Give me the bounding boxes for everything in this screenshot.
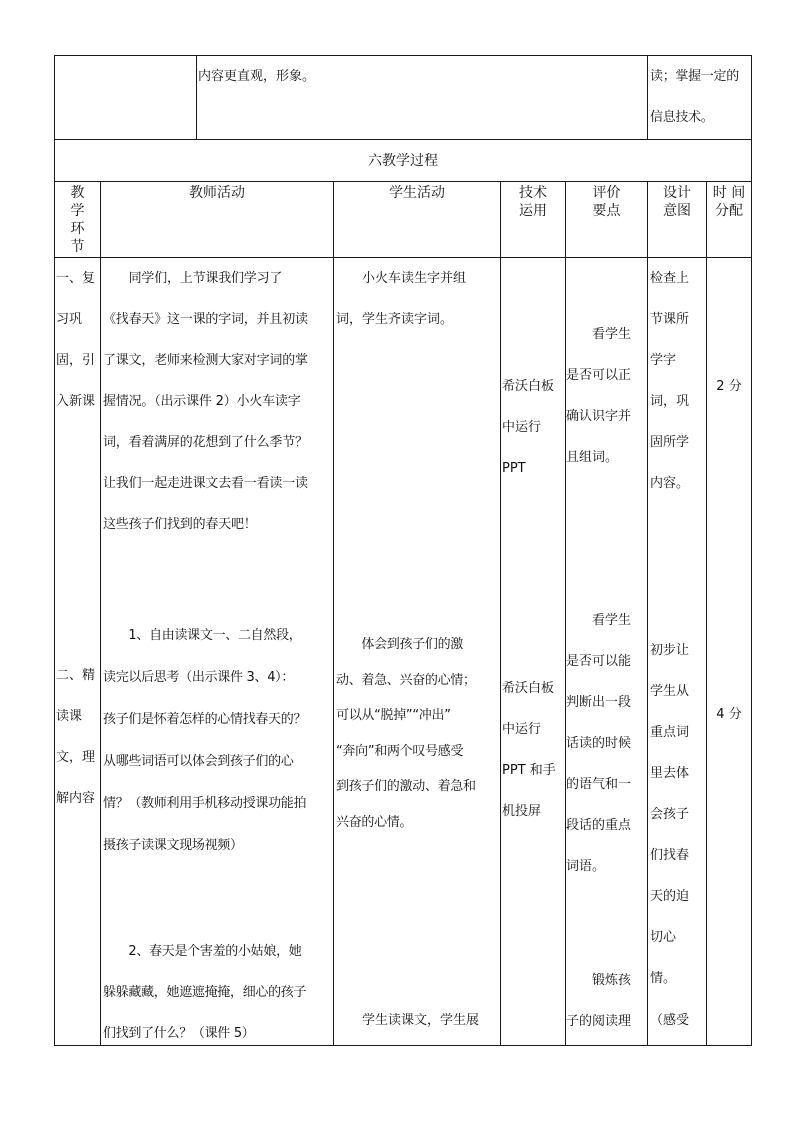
row2-teacher-activity-2: 2、春天是个害羞的小姑娘，她 躲躲藏藏，她遮遮掩掩，细心的孩子 们找到了什么？（课件 5） [103,944,307,1041]
row1-design: 检查上 节课所 学字 词，巩 固所学 内容。 [650,271,690,491]
top-row-divider-1 [196,55,197,139]
header-design: 设计 意图 [663,185,691,219]
row2-teacher-activity-1: 1、自由读课文一、二自然段， 读完以后思考（出示课件 3、4）： 孩子们是怀着怎样的心情找春天的？ 从哪些词语可以体会到孩子们的心 情？（教师利用手机移动授课功能拍 摄孩子读课文现场视频） [103,628,307,853]
row2-eval-2: 锻炼孩 子的阅读理 [566,973,632,1029]
table-right-border [751,55,752,1046]
col-divider-teacher [333,181,334,1046]
row2-design-1: 初步让 学生从 重点词 里去体 会孩子 们找春 天的迫 切心 情。 [650,643,690,986]
header-tech: 技术 运用 [519,185,547,219]
top-row-right: 读；掌握一定的 信息技术。 [650,69,739,125]
col-divider-eval [647,181,648,1046]
top-row-content: 内容更直观，形象。 [198,69,316,84]
row1-time: 2 分 [716,379,742,394]
header-teacher: 教师活动 [189,185,245,201]
row2-student-activity-2: 学生读课文，学生展 [336,1013,480,1028]
top-row-divider-2 [647,55,648,139]
section-title: 六教学过程 [368,153,438,169]
row2-student-activity-1: 体会到孩子们的激 动、着急、兴奋的心情； 可以从“脱掉”“冲出” “奔向”和两个叹号感受 到孩子们的激动、着急和 兴奋的心情。 [336,637,476,830]
col-divider-student [500,181,501,1046]
row2-stage: 二、精 读课 文，理 解内容 [56,668,96,806]
row2-tech: 希沃白板 中运行 PPT 和手 机投屏 [502,681,556,819]
header-student: 学生活动 [389,185,445,201]
col-divider-stage [100,181,101,1046]
row1-tech: 希沃白板 中运行 PPT [502,379,555,476]
row1-student-activity: 小火车读生字并组 词，学生齐读字词。 [336,271,467,327]
row1-stage: 一、复 习巩 固，引 入新课 [56,271,96,409]
row2-design-2: （感受 [650,1013,690,1028]
header-stage: 教 学 环 节 [70,185,85,255]
row2-eval-1: 看学生 是否可以能 判断出一段 话读的时候 的语气和一 段话的重点 词语。 [566,613,632,874]
rule-after-top-row [54,139,752,140]
row2-time: 4 分 [716,707,742,722]
header-eval: 评价 要点 [592,185,621,219]
row1-eval: 看学生 是否可以正 确认识字并 且组词。 [566,327,632,465]
row1-teacher-activity: 同学们，上节课我们学习了 《找春天》这一课的字词，并且初读 了课文，老师来检测大家对字词的掌 握情况。（出示课件 2）小火车读字 词，看着满屏的花想到了什么季节？ 让我们一起走进课文去看一看读一读 这些孩子们找到的春天吧！ [103,271,308,532]
header-time: 时 间 分配 [712,185,746,219]
col-divider-design [706,181,707,1046]
